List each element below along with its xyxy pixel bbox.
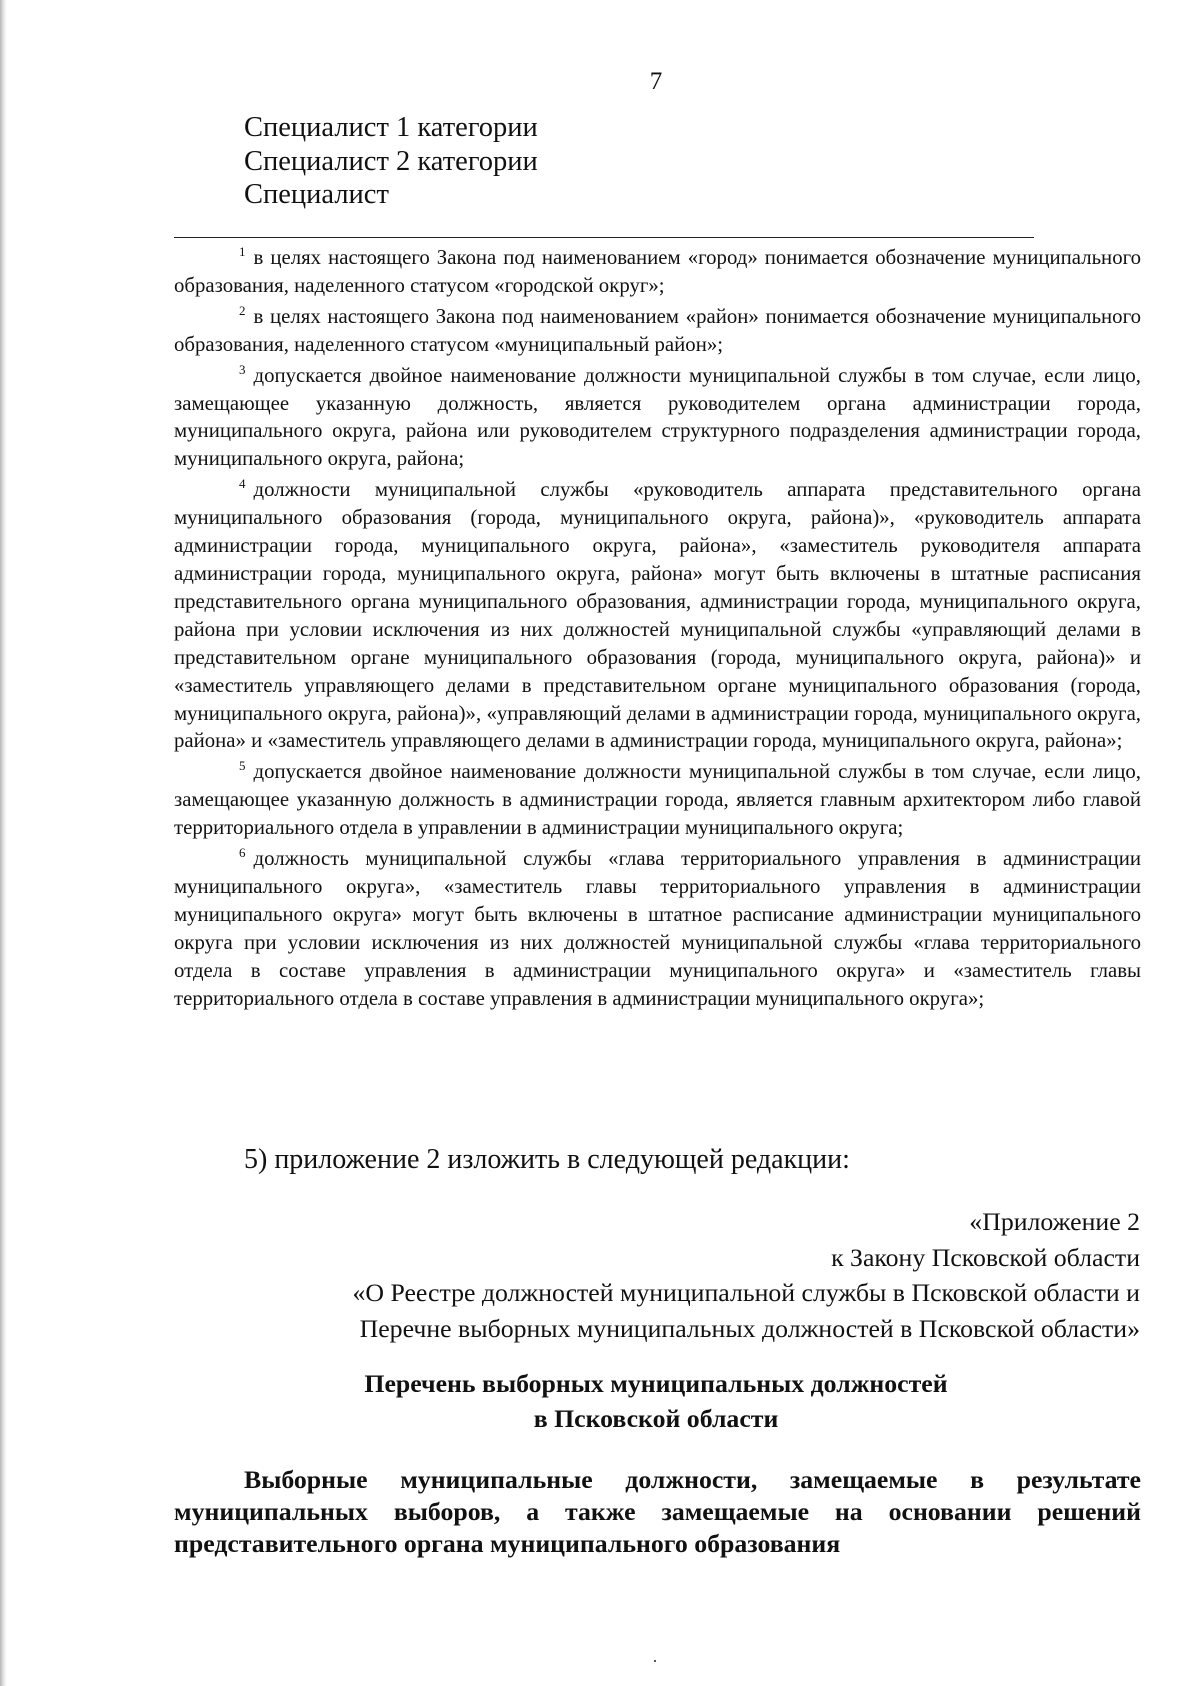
list-title-line: в Псковской области [533, 1404, 779, 1433]
appendix-ref-line: к Закону Псковской области [831, 1242, 1140, 1272]
footnote-text: должности муниципальной службы «руководитель аппарата представительного органа муниципального образования (города, муниципального округа, района)», «руководитель аппарата администрации города, муниципального округа, района», «заместитель руководителя аппарата администрации города, муниципального округа, района» могут быть включены в штатные расписания представительного органа муниципального образования, администрации города, муниципального округа, района при условии исключения из них должностей муниципальной службы «управляющий делами в представительном органе муниципального образования (города, муниципального округа, района)» и «заместитель управляющего делами в представительном органе муниципального образования (города, муниципального округа, района)», «управляющий делами в администрации города, муниципального округа, района» и «заместитель управляющего делами в администрации города, муниципального округа, района»; [174, 478, 1141, 753]
section-heading: Выборные муниципальные должности, замещаемые в результате муниципальных выборов, а также замещаемые на основании решений представительного органа муниципального образования [174, 1465, 1141, 1558]
footnote-text: допускается двойное наименование должности муниципальной службы в том случае, если лицо, замещающее указанную должность, является руководителем органа администрации города, муниципального округа, района или руководителем структурного подразделения администрации города, муниципального округа, района; [174, 363, 1141, 471]
footnote-5 [174, 758, 1141, 842]
footnote-mark: 4 [239, 476, 246, 492]
footnote-mark: 2 [239, 302, 246, 318]
footnote-text: в целях настоящего Закона под наименованием «район» понимается обозначение муниципального образования, наделенного статусом «муниципальный район»; [174, 304, 1141, 356]
footnotes [174, 244, 1141, 1015]
appendix-ref-line: «О Реестре должностей муниципальной службы в Псковской области и [352, 1278, 1140, 1307]
appendix-ref-line: Перечне выборных муниципальных должностей в Псковской области» [359, 1313, 1140, 1343]
position-item: Специалист 2 категории [244, 145, 538, 177]
footnote-mark: 1 [239, 244, 246, 259]
footnote-text: должность муниципальной службы «глава территориального управления в администрации муниципального округа», «заместитель главы территориального управления в администрации муниципального округа» могут быть включены в штатное расписание администрации муниципального округа при условии исключения из них должностей муниципальной службы «глава территориального отдела в составе управления в администрации муниципального округа» и «заместитель главы территориального отдела в составе управления в администрации муниципального округа»; [174, 847, 1141, 1010]
appendix-reference [240, 1204, 1140, 1346]
footnote-2 [174, 303, 1141, 359]
scan-speck [654, 1660, 656, 1662]
position-item: Специалист 1 категории [244, 112, 538, 143]
position-list [244, 111, 538, 212]
footnote-1 [174, 244, 1141, 300]
footnote-4 [174, 476, 1141, 755]
appendix-ref-line: «Приложение 2 [969, 1207, 1140, 1236]
footnote-mark: 3 [239, 361, 246, 377]
page-number: 7 [649, 68, 663, 95]
amendment-item-5: 5) приложение 2 изложить в следующей редакции: [244, 1144, 850, 1175]
footnote-separator [174, 237, 1034, 238]
list-title [0, 1366, 1200, 1436]
footnote-6 [174, 845, 1141, 1012]
footnote-3 [174, 362, 1141, 474]
footnote-mark: 5 [239, 758, 246, 774]
footnote-text: допускается двойное наименование должности муниципальной службы в том случае, если лицо, замещающее указанную должность в администрации города, является главным архитектором либо главой территориального отдела в управлении в администрации муниципального округа; [174, 760, 1141, 840]
footnote-text: в целях настоящего Закона под наименованием «город» понимается обозначение муниципального образования, наделенного статусом «городской округ»; [174, 246, 1141, 297]
list-title-line: Перечень выборных муниципальных должностей [364, 1369, 948, 1398]
footnote-mark: 6 [239, 845, 246, 861]
position-item: Специалист [244, 179, 389, 210]
